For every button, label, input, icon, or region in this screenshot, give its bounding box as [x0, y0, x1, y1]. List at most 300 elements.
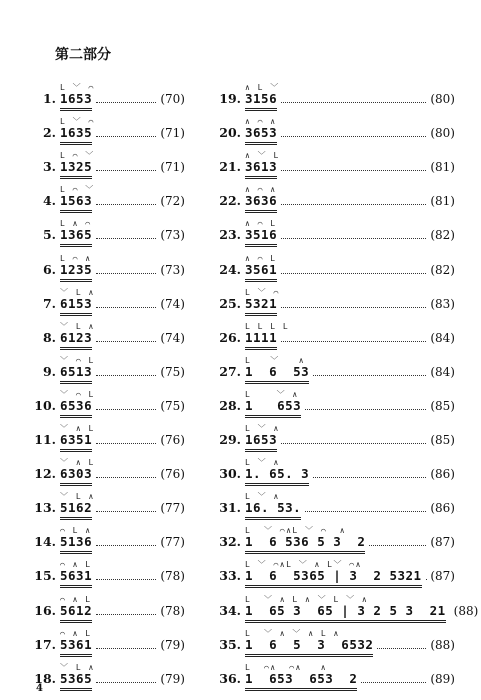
- page-reference: (72): [160, 194, 185, 209]
- articulation-marks: ∧ ⌒ L: [245, 219, 277, 229]
- exercise-number: 33.: [219, 568, 241, 584]
- rhythm-underline: [60, 656, 92, 657]
- exercise-number: 13.: [34, 500, 56, 516]
- exercise-entry[interactable]: [30, 525, 185, 549]
- page-reference: (71): [160, 160, 185, 175]
- page-number: 4: [36, 683, 43, 694]
- notation-pattern: [245, 321, 290, 345]
- dot-leader: [377, 647, 426, 649]
- rhythm-underline: [245, 108, 277, 109]
- exercise-number: 22.: [219, 193, 241, 209]
- articulation-marks: L ﹀ ∧: [245, 389, 299, 399]
- notation-pattern: [60, 526, 93, 550]
- notation-digits: 3653: [245, 125, 278, 141]
- articulation-marks: L L L L: [245, 321, 290, 331]
- rhythm-underline: [245, 449, 277, 450]
- notation-digits: 3613: [245, 159, 278, 175]
- notation-pattern: [245, 185, 278, 209]
- dot-leader: [361, 681, 426, 683]
- rhythm-underline: [245, 244, 277, 245]
- rhythm-underline: [245, 281, 277, 282]
- page-reference: (76): [160, 433, 185, 447]
- dot-leader: [96, 374, 156, 376]
- page-reference: (86): [430, 501, 455, 516]
- notation-digits: 6513: [60, 363, 93, 379]
- rhythm-underline: [60, 415, 92, 416]
- rhythm-underline: [60, 144, 92, 145]
- rhythm-underline: [245, 587, 422, 588]
- exercise-number: 3.: [42, 159, 56, 175]
- page-reference: (83): [430, 296, 455, 311]
- exercise-entry[interactable]: [30, 116, 185, 140]
- rhythm-underline: [245, 178, 277, 179]
- page-reference: (79): [160, 671, 185, 686]
- page-reference: (70): [160, 92, 185, 106]
- exercise-number: 15.: [34, 568, 56, 584]
- page-reference: (89): [430, 671, 455, 686]
- articulation-marks: ∧ ⌒ L: [245, 253, 277, 263]
- rhythm-underline: [245, 483, 309, 484]
- rhythm-underline: [60, 110, 92, 111]
- notation-digits: 5136: [60, 534, 93, 550]
- page-reference: (73): [160, 228, 185, 243]
- articulation-marks: L ﹀ ⌒: [60, 83, 95, 92]
- exercise-entry[interactable]: [30, 287, 185, 311]
- rhythm-underline: [245, 279, 277, 280]
- exercise-number: 7.: [42, 295, 56, 311]
- articulation-marks: L ﹀ ⌒: [245, 287, 280, 297]
- notation-digits: 16. 53.: [245, 500, 302, 516]
- exercise-number: 32.: [219, 534, 241, 550]
- exercise-entry[interactable]: [215, 184, 455, 208]
- rhythm-underline: [60, 347, 92, 348]
- exercise-entry[interactable]: [30, 628, 185, 652]
- exercise-number: 9.: [42, 363, 56, 379]
- page-reference: (88): [430, 637, 455, 652]
- exercise-entry[interactable]: [30, 82, 185, 106]
- articulation-marks: ﹀ ⌒ L: [60, 389, 95, 399]
- dot-leader: [281, 169, 426, 171]
- exercise-number: 16.: [34, 602, 56, 618]
- articulation-marks: ﹀ ∧ L: [60, 424, 95, 433]
- rhythm-underline: [245, 383, 309, 384]
- exercise-entry[interactable]: [215, 253, 455, 277]
- exercise-entry[interactable]: [215, 423, 455, 447]
- articulation-marks: ∧ ⌒ ∧: [245, 117, 277, 127]
- notation-digits: 1111: [245, 329, 278, 345]
- rhythm-underline: [245, 690, 357, 691]
- notation-pattern: [245, 83, 280, 106]
- notation-digits: 6153: [60, 295, 93, 311]
- notation-digits: 1 653 653 2: [245, 670, 358, 686]
- exercise-entry[interactable]: [215, 321, 455, 345]
- dot-leader: [96, 272, 156, 274]
- rhythm-underline: [60, 281, 92, 282]
- notation-pattern: [245, 628, 374, 652]
- articulation-marks: ﹀ L ∧: [60, 492, 95, 502]
- page-reference: (76): [160, 467, 185, 482]
- notation-digits: 6351: [60, 432, 93, 447]
- articulation-marks: L ﹀ ⌒∧L ﹀ ∧ L﹀ ⌒∧: [245, 560, 362, 570]
- notation-pattern: [245, 219, 278, 243]
- notation-pattern: [245, 526, 366, 550]
- articulation-marks: L ﹀ ⌒∧L ﹀ ⌒ ∧: [245, 526, 347, 536]
- page-reference: (81): [430, 160, 455, 175]
- rhythm-underline: [60, 654, 92, 655]
- notation-digits: 1 65 3 65 | 3 2 5 3 21: [245, 602, 446, 618]
- articulation-marks: L ﹀ ∧: [245, 424, 280, 433]
- exercise-entry[interactable]: [215, 150, 455, 174]
- rhythm-underline: [60, 519, 92, 520]
- rhythm-underline: [245, 110, 277, 111]
- articulation-marks: ⌒ ∧ L: [60, 594, 92, 604]
- exercise-entry[interactable]: [215, 355, 455, 379]
- dot-leader: [96, 647, 156, 649]
- exercise-number: 26.: [219, 329, 241, 345]
- rhythm-underline: [245, 585, 422, 586]
- notation-pattern: [60, 253, 93, 277]
- rhythm-underline: [245, 176, 277, 177]
- page-reference: (80): [430, 126, 455, 141]
- page-reference: (77): [160, 535, 185, 550]
- notation-digits: 1325: [60, 159, 93, 175]
- rhythm-underline: [60, 244, 92, 245]
- notation-pattern: [60, 287, 95, 311]
- articulation-marks: L ﹀ ∧: [245, 492, 280, 502]
- exercise-entry[interactable]: [215, 491, 455, 515]
- rhythm-underline: [245, 210, 277, 211]
- rhythm-underline: [245, 519, 301, 520]
- exercise-entry[interactable]: [215, 628, 455, 652]
- page-reference: (74): [160, 330, 185, 345]
- exercise-entry[interactable]: [30, 594, 185, 618]
- exercise-entry[interactable]: [30, 321, 185, 345]
- rhythm-underline: [245, 517, 301, 518]
- dot-leader: [281, 272, 426, 274]
- notation-pattern: [245, 151, 280, 175]
- exercise-entry[interactable]: [30, 457, 185, 481]
- exercise-entry[interactable]: [30, 662, 185, 686]
- rhythm-underline: [60, 620, 92, 621]
- notation-digits: 1235: [60, 261, 93, 277]
- articulation-marks: ∧ L ﹀: [245, 83, 280, 92]
- exercise-number: 21.: [219, 159, 241, 175]
- rhythm-underline: [60, 176, 92, 177]
- exercise-entry[interactable]: [215, 525, 455, 549]
- articulation-marks: ﹀ L ∧: [60, 321, 95, 331]
- dot-leader: [96, 169, 156, 171]
- notation-digits: 5365: [60, 670, 93, 686]
- notation-digits: 1563: [60, 193, 93, 209]
- rhythm-underline: [60, 587, 92, 588]
- rhythm-underline: [60, 483, 92, 484]
- exercise-number: 29.: [219, 432, 241, 447]
- notation-digits: 1 6 5365 | 3 2 5321: [245, 568, 422, 584]
- exercise-number: 19.: [219, 91, 241, 106]
- exercise-entry[interactable]: [215, 594, 479, 618]
- exercise-number: 36.: [219, 670, 241, 686]
- notation-digits: 1365: [60, 227, 93, 243]
- articulation-marks: L ⌒∧ ⌒∧ ∧: [245, 662, 328, 672]
- articulation-marks: L ∧ ⌒: [60, 219, 92, 229]
- notation-digits: 1. 65. 3: [245, 466, 310, 482]
- exercise-entry[interactable]: [30, 559, 185, 583]
- notation-digits: 5162: [60, 500, 93, 516]
- articulation-marks: ⌒ ∧ L: [60, 628, 92, 638]
- dot-leader: [96, 681, 156, 683]
- exercise-number: 25.: [219, 295, 241, 311]
- exercise-number: 11.: [34, 432, 56, 447]
- page-reference: (74): [160, 296, 185, 311]
- rhythm-underline: [245, 485, 309, 486]
- notation-pattern: [60, 560, 93, 584]
- exercise-number: 17.: [34, 636, 56, 652]
- notation-digits: 1635: [60, 125, 93, 141]
- articulation-marks: ∧ ⌒ ∧: [245, 185, 277, 195]
- dot-leader: [96, 237, 156, 239]
- notation-pattern: [245, 560, 422, 584]
- page-reference: (75): [160, 398, 185, 413]
- dot-leader: [281, 237, 426, 239]
- articulation-marks: L ⌒ ﹀: [60, 151, 95, 161]
- rhythm-underline: [60, 451, 92, 452]
- page-reference: (81): [430, 194, 455, 209]
- notation-digits: 1653: [245, 432, 278, 447]
- exercise-entry[interactable]: [215, 457, 455, 481]
- notation-digits: 5631: [60, 568, 93, 584]
- dot-leader: [96, 340, 156, 342]
- exercise-entry[interactable]: [215, 559, 455, 583]
- articulation-marks: ∧ ﹀ L: [245, 151, 280, 161]
- exercise-entry[interactable]: [215, 82, 455, 106]
- dot-leader: [96, 613, 156, 615]
- rhythm-underline: [60, 585, 92, 586]
- dot-leader: [96, 510, 156, 512]
- rhythm-underline: [60, 517, 92, 518]
- page-reference: (80): [430, 92, 455, 106]
- notation-digits: 1 6 53: [245, 363, 310, 379]
- notation-digits: 6123: [60, 329, 93, 345]
- page-reference: (82): [430, 228, 455, 243]
- exercise-number: 6.: [42, 261, 56, 277]
- exercise-entry[interactable]: [30, 355, 185, 379]
- page-reference: (82): [430, 262, 455, 277]
- dot-leader: [96, 408, 156, 410]
- notation-pattern: [60, 321, 95, 345]
- exercise-entry[interactable]: [30, 184, 185, 208]
- dot-leader: [96, 476, 156, 478]
- notation-digits: 5321: [245, 295, 278, 311]
- rhythm-underline: [245, 553, 365, 554]
- articulation-marks: L ﹀ ⌒: [60, 117, 95, 127]
- rhythm-underline: [60, 449, 92, 450]
- notation-pattern: [60, 355, 95, 379]
- rhythm-underline: [245, 551, 365, 552]
- rhythm-underline: [60, 553, 92, 554]
- exercise-entry[interactable]: [30, 389, 185, 413]
- page-reference: (87): [430, 569, 455, 584]
- rhythm-underline: [245, 381, 309, 382]
- rhythm-underline: [245, 246, 277, 247]
- notation-digits: 3636: [245, 193, 278, 209]
- notation-digits: 3156: [245, 91, 278, 106]
- exercise-number: 20.: [219, 125, 241, 141]
- exercise-number: 27.: [219, 363, 241, 379]
- notation-pattern: [60, 594, 93, 618]
- rhythm-underline: [245, 451, 277, 452]
- exercise-entry[interactable]: [30, 218, 185, 242]
- page-reference: (71): [160, 126, 185, 141]
- articulation-marks: ﹀ L ∧: [60, 662, 95, 672]
- rhythm-underline: [245, 654, 373, 655]
- exercise-entry[interactable]: [30, 491, 185, 515]
- notation-pattern: [245, 662, 358, 686]
- rhythm-underline: [60, 381, 92, 382]
- notation-pattern: [245, 117, 278, 141]
- rhythm-underline: [245, 417, 301, 418]
- exercise-entry[interactable]: [215, 218, 455, 242]
- dot-leader: [313, 374, 426, 376]
- dot-leader: [96, 135, 156, 137]
- page-reference: (86): [430, 467, 455, 482]
- notation-pattern: [60, 151, 95, 175]
- notation-pattern: [60, 185, 95, 209]
- exercise-entry[interactable]: [30, 150, 185, 174]
- rhythm-underline: [245, 349, 277, 350]
- articulation-marks: ﹀ ⌒ L: [60, 355, 95, 365]
- notation-digits: 3516: [245, 227, 278, 243]
- notation-pattern: [245, 594, 446, 618]
- notation-digits: 6536: [60, 397, 93, 413]
- rhythm-underline: [60, 108, 92, 109]
- exercise-number: 10.: [34, 397, 56, 413]
- notation-digits: 1 6 536 5 3 2: [245, 534, 366, 550]
- notation-pattern: [60, 389, 95, 413]
- dot-leader: [281, 340, 426, 342]
- rhythm-underline: [60, 690, 92, 691]
- rhythm-underline: [245, 622, 446, 623]
- rhythm-underline: [60, 279, 92, 280]
- exercise-number: 8.: [42, 329, 56, 345]
- dot-leader: [96, 442, 156, 444]
- notation-pattern: [60, 83, 95, 106]
- page-reference: (88): [453, 603, 479, 618]
- articulation-marks: L ⌒ ∧: [60, 253, 92, 263]
- notation-pattern: [60, 492, 95, 516]
- page-reference: (73): [160, 262, 185, 277]
- exercise-entry[interactable]: [215, 662, 455, 686]
- dot-leader: [305, 408, 426, 410]
- notation-digits: 5361: [60, 636, 93, 652]
- dot-leader: [281, 101, 426, 103]
- exercise-number: 35.: [219, 636, 241, 652]
- page-reference: (85): [430, 433, 455, 447]
- rhythm-underline: [245, 347, 277, 348]
- notation-pattern: [60, 219, 93, 243]
- rhythm-underline: [60, 142, 92, 143]
- notation-pattern: [60, 628, 93, 652]
- rhythm-underline: [245, 415, 301, 416]
- notation-pattern: [245, 424, 280, 447]
- exercise-entry[interactable]: [215, 116, 455, 140]
- rhythm-underline: [60, 349, 92, 350]
- notation-digits: 1 6 5 3 6532: [245, 636, 374, 652]
- rhythm-underline: [60, 485, 92, 486]
- dot-leader: [281, 306, 426, 308]
- section-title: 第二部分: [55, 47, 111, 63]
- rhythm-underline: [60, 315, 92, 316]
- rhythm-underline: [60, 622, 92, 623]
- notation-pattern: [60, 117, 95, 141]
- notation-pattern: [245, 458, 310, 482]
- exercise-number: 1.: [42, 91, 56, 106]
- rhythm-underline: [60, 210, 92, 211]
- page-reference: (85): [430, 398, 455, 413]
- rhythm-underline: [60, 178, 92, 179]
- rhythm-underline: [245, 144, 277, 145]
- dot-leader: [96, 203, 156, 205]
- exercise-number: 5.: [42, 227, 56, 243]
- dot-leader: [305, 510, 426, 512]
- notation-pattern: [245, 492, 302, 516]
- articulation-marks: L ﹀ ∧: [245, 355, 306, 365]
- exercise-entry[interactable]: [30, 253, 185, 277]
- dot-leader: [281, 203, 426, 205]
- rhythm-underline: [245, 212, 277, 213]
- exercise-entry[interactable]: [215, 389, 455, 413]
- exercise-entry[interactable]: [30, 423, 185, 447]
- dot-leader: [96, 544, 156, 546]
- rhythm-underline: [60, 688, 92, 689]
- dot-leader: [96, 101, 156, 103]
- rhythm-underline: [245, 313, 277, 314]
- exercise-number: 34.: [219, 602, 241, 618]
- articulation-marks: ﹀ ∧ L: [60, 458, 95, 468]
- rhythm-underline: [60, 551, 92, 552]
- exercise-number: 24.: [219, 261, 241, 277]
- exercise-entry[interactable]: [215, 287, 455, 311]
- exercise-number: 12.: [34, 466, 56, 482]
- rhythm-underline: [245, 688, 357, 689]
- exercise-number: 14.: [34, 534, 56, 550]
- articulation-marks: L ﹀ ∧ ﹀ ∧ L ∧: [245, 628, 340, 638]
- page-reference: (75): [160, 364, 185, 379]
- page-reference: (77): [160, 501, 185, 516]
- dot-leader: [313, 476, 426, 478]
- dot-leader: [96, 306, 156, 308]
- rhythm-underline: [60, 212, 92, 213]
- articulation-marks: ﹀ L ∧: [60, 287, 95, 297]
- articulation-marks: L ⌒ ﹀: [60, 185, 95, 195]
- page-reference: (84): [430, 330, 455, 345]
- page-reference: (84): [430, 364, 455, 379]
- exercise-number: 4.: [42, 193, 56, 209]
- notation-pattern: [245, 253, 278, 277]
- exercise-number: 31.: [219, 500, 241, 516]
- articulation-marks: ⌒ L ∧: [60, 526, 92, 536]
- notation-digits: 1653: [60, 91, 93, 106]
- rhythm-underline: [245, 620, 446, 621]
- notation-digits: 1 653: [245, 397, 302, 413]
- notation-pattern: [245, 355, 310, 379]
- page-reference: (78): [160, 603, 185, 618]
- articulation-marks: ⌒ ∧ L: [60, 560, 92, 570]
- notation-pattern: [60, 424, 95, 447]
- exercise-number: 2.: [42, 125, 56, 141]
- dot-leader: [281, 135, 426, 137]
- dot-leader: [426, 578, 427, 580]
- dot-leader: [281, 442, 426, 444]
